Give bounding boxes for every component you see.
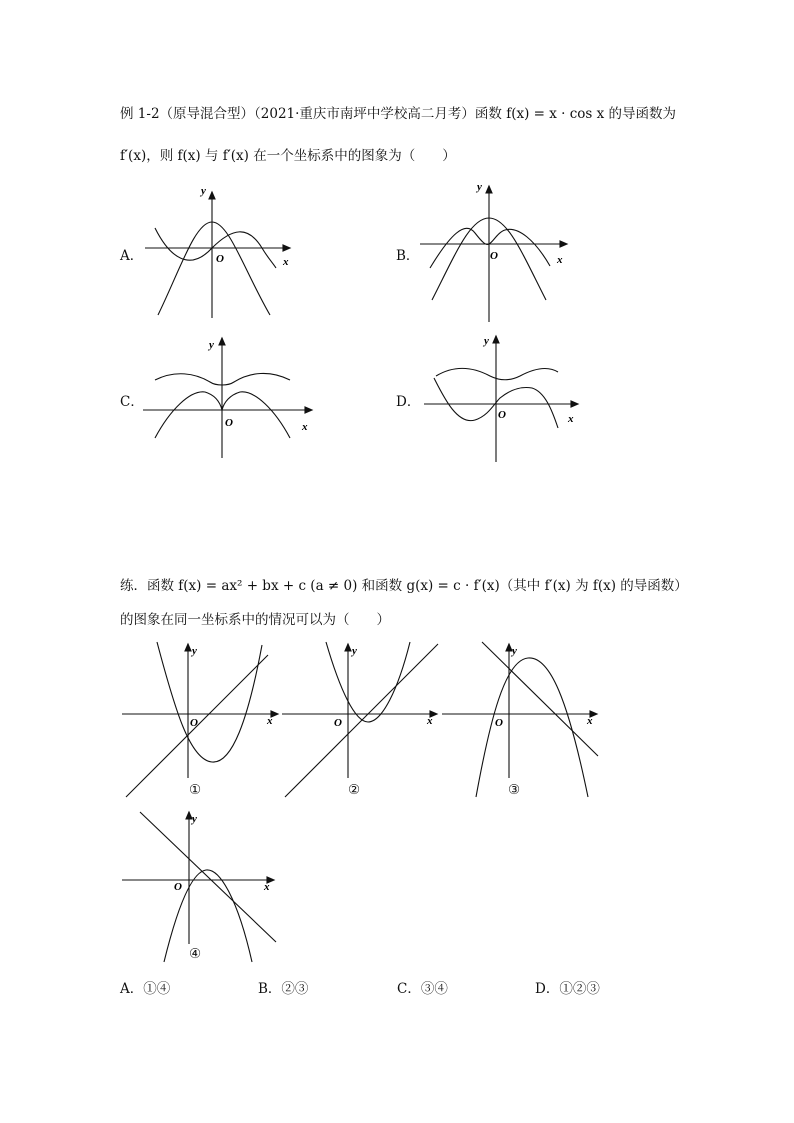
choice-c[interactable] [397, 977, 448, 997]
line-g [140, 812, 276, 942]
question-1-line-1: 例 1-2（原导混合型）（2021·重庆市南坪中学校高二月考）函数 f(x) = x · cos x 的导函数为 [120, 106, 677, 122]
option-b-label: B． [396, 248, 420, 264]
x-label: x [267, 715, 273, 727]
origin-label: O [334, 717, 342, 729]
x-label: x [568, 413, 574, 425]
x-label: x [587, 715, 593, 727]
y-label: y [352, 645, 357, 657]
y-label: y [192, 813, 197, 825]
choice-b-letter: B． [258, 981, 282, 997]
x-label: x [283, 256, 289, 268]
origin-label: O [490, 250, 498, 262]
origin-label: O [495, 717, 503, 729]
origin-label: O [190, 717, 198, 729]
question-2-line-2: 的图象在同一坐标系中的情况可以为（ ） [120, 612, 390, 628]
graph-4-label: ④ [189, 946, 202, 962]
choice-a-value: ①④ [143, 981, 171, 997]
y-label: y [484, 335, 489, 347]
origin-label: O [216, 253, 224, 265]
choice-c-letter: C． [397, 981, 421, 997]
option-c-label: C． [120, 394, 144, 410]
y-label: y [512, 645, 517, 657]
y-label: y [477, 181, 482, 193]
choice-d-letter: D． [535, 981, 560, 997]
question-1-line-2: f′(x)，则 f(x) 与 f′(x) 在一个坐标系中的图象为（ ） [120, 148, 456, 164]
y-label: y [201, 185, 206, 197]
choice-c-value: ③④ [420, 981, 448, 997]
choice-d-value: ①②③ [559, 981, 600, 997]
y-label: y [209, 339, 214, 351]
x-label: x [264, 881, 270, 893]
origin-label: O [225, 417, 233, 429]
graph-1-label: ① [189, 782, 202, 798]
origin-label: O [174, 881, 182, 893]
y-label: y [192, 645, 197, 657]
choice-d[interactable] [535, 977, 600, 997]
graph-3-label: ③ [508, 782, 521, 798]
option-d-label: D． [396, 394, 421, 410]
choice-a-letter: A． [120, 981, 144, 997]
graph-2-label: ② [348, 782, 361, 798]
choice-a[interactable] [120, 977, 170, 997]
origin-label: O [498, 409, 506, 421]
question-2-line-1: 练．函数 f(x) = ax² + bx + c (a ≠ 0) 和函数 g(x) = c · f′(x)（其中 f′(x) 为 f(x) 的导函数） [120, 578, 688, 594]
option-a-label: A． [120, 248, 144, 264]
choice-b[interactable] [258, 977, 308, 997]
choice-b-value: ②③ [281, 981, 309, 997]
x-label: x [557, 254, 563, 266]
x-label: x [427, 715, 433, 727]
x-label: x [302, 421, 308, 433]
